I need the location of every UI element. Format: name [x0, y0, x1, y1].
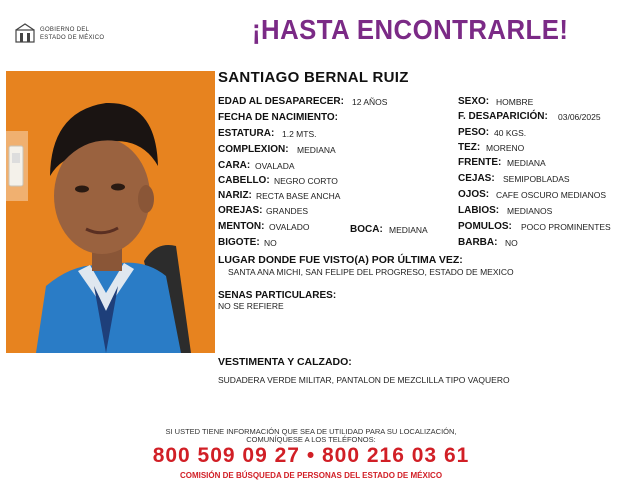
person-name: SANTIAGO BERNAL RUIZ	[218, 69, 409, 86]
state-emblem-icon	[14, 22, 36, 44]
sexo-value: HOMBRE	[496, 97, 534, 107]
info-line-2: COMUNÍQUESE A LOS TELÉFONOS:	[246, 435, 376, 444]
senas-label: SENAS PARTICULARES:	[218, 290, 337, 301]
fecha-desaparicion-label: F. DESAPARICIÓN:	[458, 111, 548, 122]
lugar-value: SANTA ANA MICHI, SAN FELIPE DEL PROGRESO, ESTADO DE MEXICO	[228, 267, 514, 277]
barba-value: NO	[505, 238, 518, 248]
ojos-label: OJOS:	[458, 189, 490, 200]
nariz-label: NARIZ:	[218, 190, 252, 201]
tez-label: TEZ:	[458, 142, 481, 153]
government-logo	[8, 20, 118, 46]
edad-value: 12 AÑOS	[352, 97, 388, 107]
menton-label: MENTON:	[218, 221, 265, 232]
cabello-label: CABELLO:	[218, 175, 270, 186]
labios-value: MEDIANOS	[507, 206, 553, 216]
logo-text-line2: ESTADO DE MÉXICO	[40, 35, 105, 41]
info-line-1: SI USTED TIENE INFORMACIÓN QUE SEA DE UTILIDAD PARA SU LOCALIZACIÓN,	[165, 427, 457, 436]
edad-label: EDAD AL DESAPARECER:	[218, 96, 344, 107]
missing-person-photo	[6, 71, 215, 353]
boca-label: BOCA:	[350, 224, 383, 235]
fecha-desaparicion-value: 03/06/2025	[558, 112, 601, 122]
bigote-label: BIGOTE:	[218, 237, 260, 248]
bigote-value: NO	[264, 238, 277, 248]
vestimenta-label: VESTIMENTA Y CALZADO:	[218, 356, 352, 368]
complexion-label: COMPLEXION:	[218, 144, 289, 155]
footer-organization: COMISIÓN DE BÚSQUEDA DE PERSONAS DEL ESTADO DE MÉXICO	[179, 471, 443, 480]
labios-label: LABIOS:	[458, 205, 500, 216]
portrait-illustration	[6, 71, 215, 353]
pomulos-value: POCO PROMINENTES	[521, 222, 611, 232]
cara-label: CARA:	[218, 160, 251, 171]
estatura-label: ESTATURA:	[218, 128, 275, 139]
phone-numbers: 800 509 09 27 • 800 216 03 61	[152, 444, 470, 467]
tez-value: MORENO	[486, 143, 525, 153]
barba-label: BARBA:	[458, 237, 498, 248]
cejas-label: CEJAS:	[458, 173, 495, 184]
logo-text-line1: GOBIERNO DEL	[40, 27, 90, 33]
ojos-value: CAFE OSCURO MEDIANOS	[496, 190, 607, 200]
orejas-value: GRANDES	[266, 206, 309, 216]
complexion-value: MEDIANA	[297, 145, 336, 155]
fecha-nacimiento-label: FECHA DE NACIMIENTO:	[218, 112, 338, 123]
pomulos-label: POMULOS:	[458, 221, 512, 232]
boca-value: MEDIANA	[389, 225, 428, 235]
cejas-value: SEMIPOBLADAS	[503, 174, 570, 184]
senas-value: NO SE REFIERE	[218, 301, 284, 311]
menton-value: OVALADO	[269, 222, 310, 232]
orejas-label: OREJAS:	[218, 205, 263, 216]
sexo-label: SEXO:	[458, 96, 490, 107]
nariz-value: RECTA BASE ANCHA	[256, 191, 341, 201]
cara-value: OVALADA	[255, 161, 295, 171]
estatura-value: 1.2 MTS.	[282, 129, 317, 139]
vestimenta-value: SUDADERA VERDE MILITAR, PANTALON DE MEZCLILLA TIPO VAQUERO	[218, 375, 510, 385]
headline: ¡HASTA ENCONTRARLE!	[252, 14, 569, 45]
frente-value: MEDIANA	[507, 158, 546, 168]
frente-label: FRENTE:	[458, 157, 502, 168]
cabello-value: NEGRO CORTO	[274, 176, 338, 186]
peso-value: 40 KGS.	[494, 128, 527, 138]
lugar-label: LUGAR DONDE FUE VISTO(A) POR ÚLTIMA VEZ:	[218, 254, 463, 266]
peso-label: PESO:	[458, 127, 490, 138]
